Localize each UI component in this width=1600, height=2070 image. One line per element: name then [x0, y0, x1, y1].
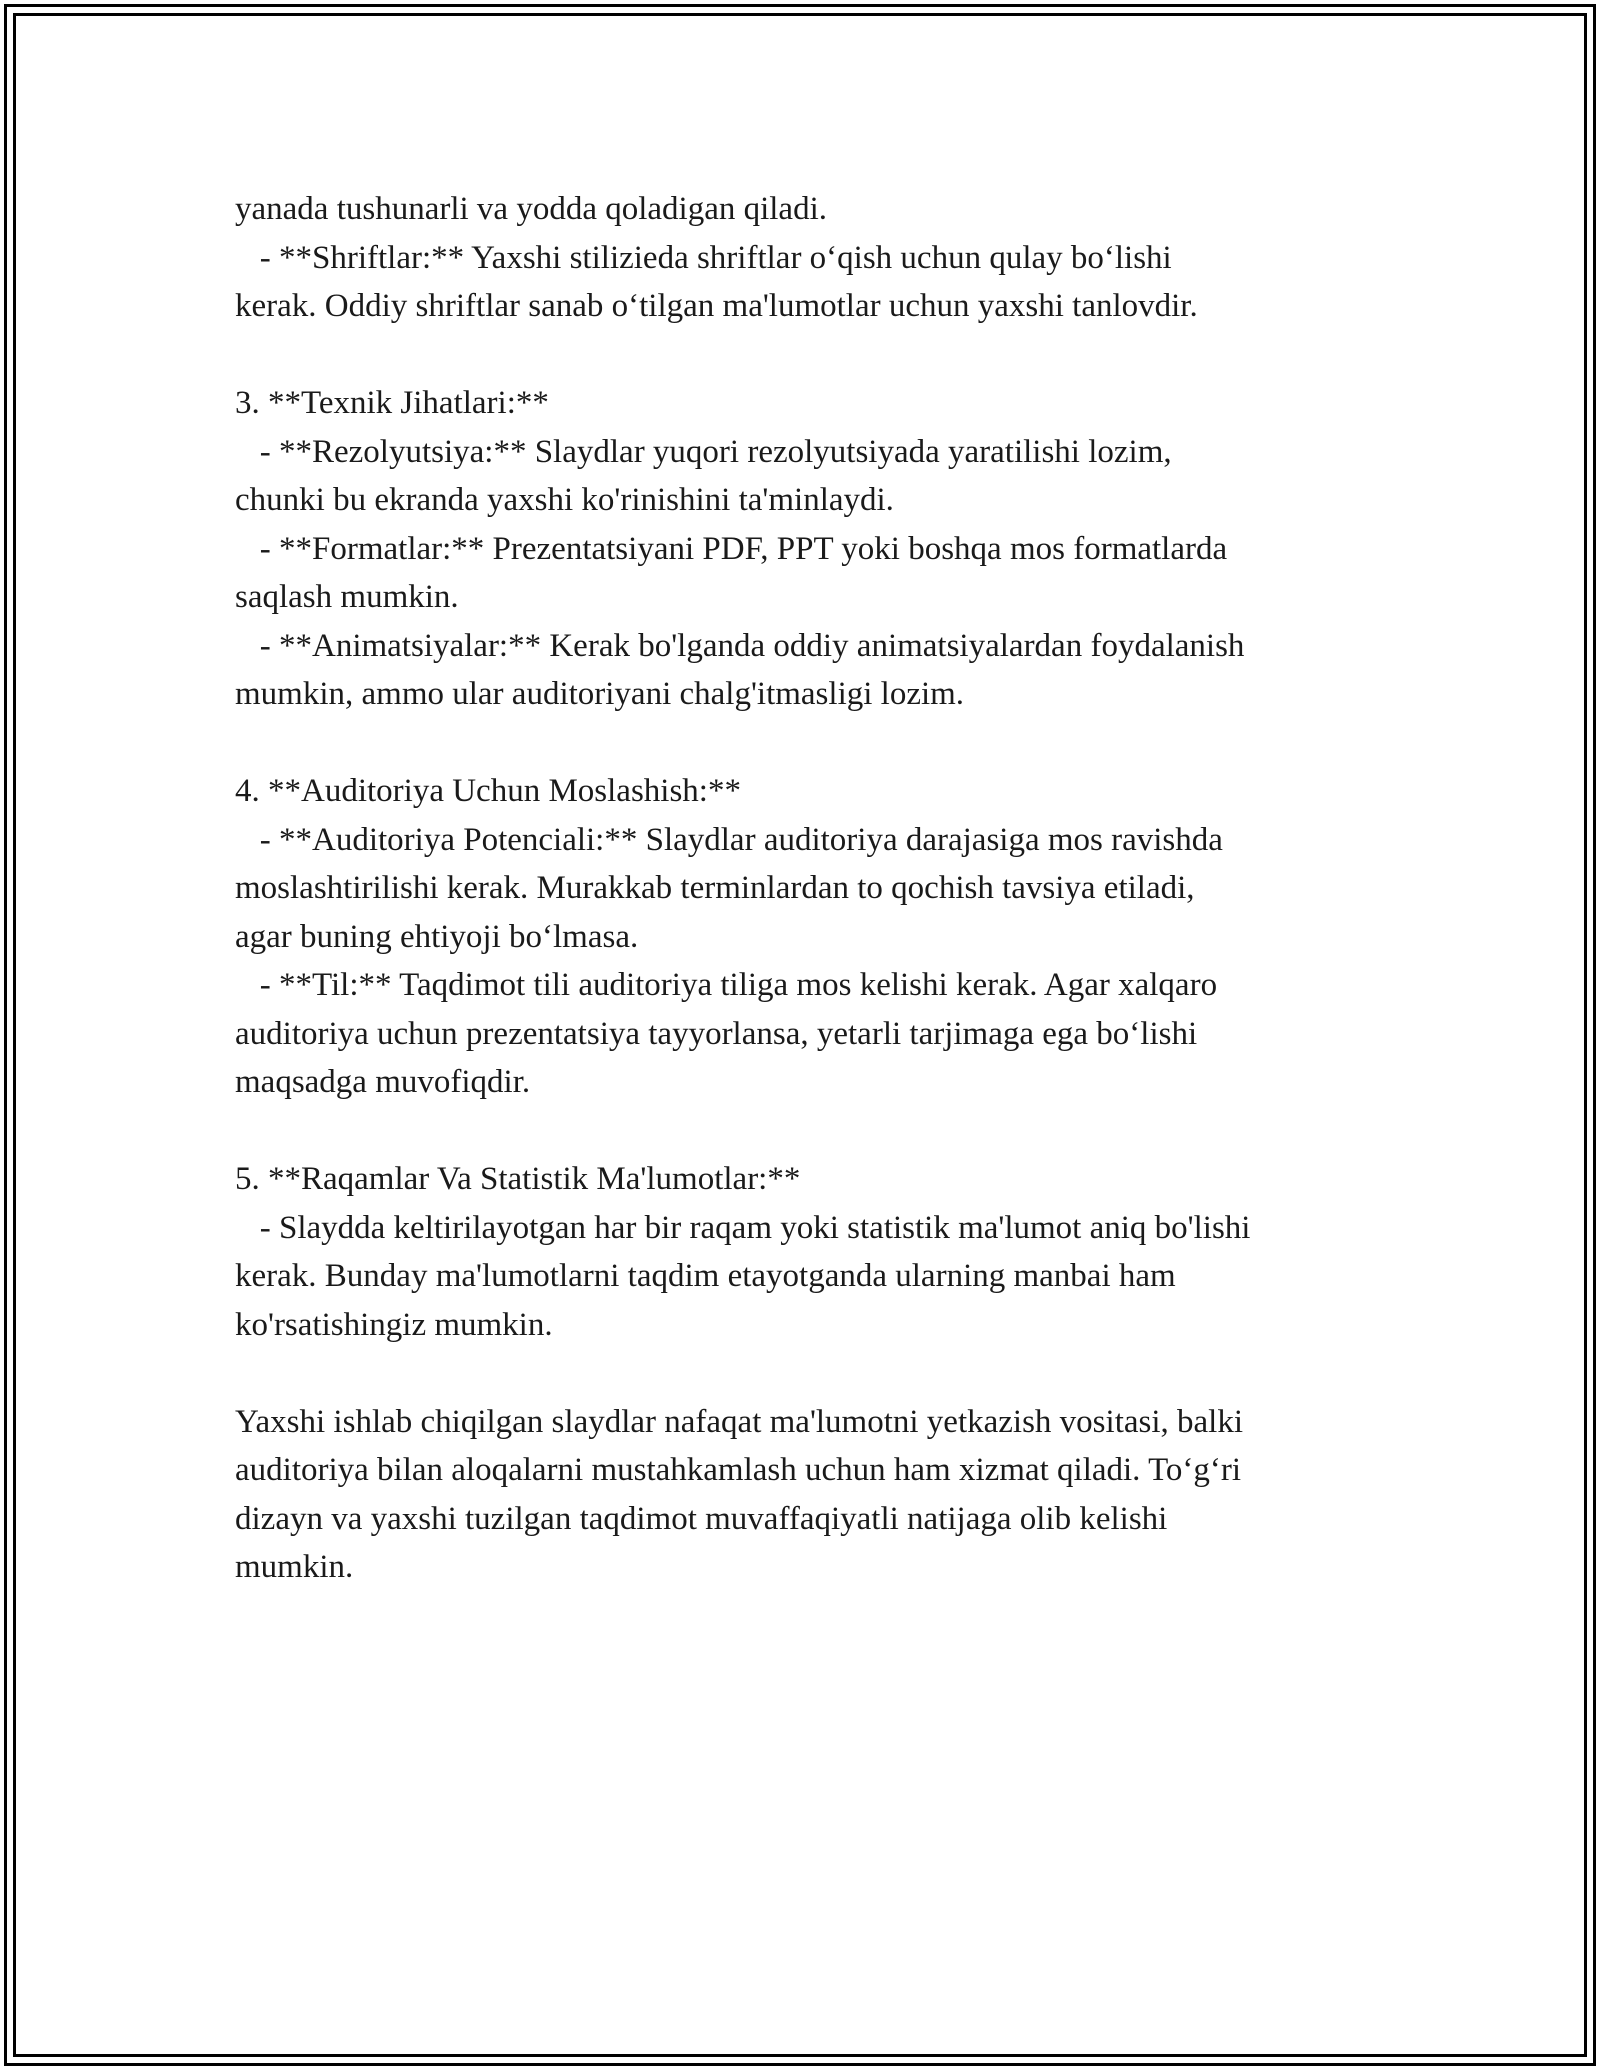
blank-line [235, 1107, 1415, 1156]
document-body [235, 185, 1415, 1592]
text-line: auditoriya uchun prezentatsiya tayyorlansa, yetarli tarjimaga ega bo‘lishi [235, 1015, 1198, 1052]
blank-line [235, 331, 1415, 380]
text-line: - **Rezolyutsiya:** Slaydlar yuqori rezolyutsiyada yaratilishi lozim, [235, 433, 1172, 470]
text-line: - **Auditoriya Potenciali:** Slaydlar auditoriya darajasiga mos ravishda [235, 821, 1223, 858]
text-line: - **Formatlar:** Prezentatsiyani PDF, PPT yoki boshqa mos formatlarda [235, 530, 1228, 567]
text-line: agar buning ehtiyoji bo‘lmasa. [235, 918, 639, 955]
section-heading: 4. **Auditoriya Uchun Moslashish:** [235, 773, 741, 809]
conclusion-line: Yaxshi ishlab chiqilgan slaydlar nafaqat ma'lumotni yetkazish vositasi, balki [235, 1403, 1243, 1440]
text-line: ko'rsatishingiz mumkin. [235, 1306, 553, 1343]
text-line: chunki bu ekranda yaxshi ko'rinishini ta'minlaydi. [235, 482, 894, 518]
blank-line [235, 1349, 1415, 1398]
text-line: mumkin, ammo ular auditoriyani chalg'itmasligi lozim. [235, 676, 965, 712]
text-line: kerak. Bunday ma'lumotlarni taqdim etayotganda ularning manbai ham [235, 1258, 1176, 1294]
text-line: - **Shriftlar:** Yaxshi stilizieda shriftlar o‘qish uchun qulay bo‘lishi [235, 239, 1172, 276]
text-line: - **Animatsiyalar:** Kerak bo'lganda oddiy animatsiyalardan foydalanish [235, 627, 1245, 664]
text-line: yanada tushunarli va yodda qoladigan qiladi. [235, 191, 828, 227]
section-heading: 5. **Raqamlar Va Statistik Ma'lumotlar:** [235, 1161, 801, 1197]
text-line: kerak. Oddiy shriftlar sanab o‘tilgan ma'lumotlar uchun yaxshi tanlovdir. [235, 288, 1198, 324]
text-line: saqlash mumkin. [235, 579, 459, 615]
blank-line [235, 719, 1415, 768]
conclusion-line: dizayn va yaxshi tuzilgan taqdimot muvaffaqiyatli natijaga olib kelishi [235, 1500, 1168, 1537]
text-line: maqsadga muvofiqdir. [235, 1064, 531, 1100]
text-line: - **Til:** Taqdimot tili auditoriya tiliga mos kelishi kerak. Agar xalqaro [235, 967, 1218, 1003]
conclusion-line: mumkin. [235, 1549, 354, 1585]
text-line: - Slaydda keltirilayotgan har bir raqam yoki statistik ma'lumot aniq bo'lishi [235, 1209, 1251, 1246]
section-heading: 3. **Texnik Jihatlari:** [235, 385, 549, 421]
text-line: moslashtirilishi kerak. Murakkab terminlardan to qochish tavsiya etiladi, [235, 870, 1195, 906]
conclusion-line: auditoriya bilan aloqalarni mustahkamlash uchun ham xizmat qiladi. To‘g‘ri [235, 1452, 1242, 1488]
